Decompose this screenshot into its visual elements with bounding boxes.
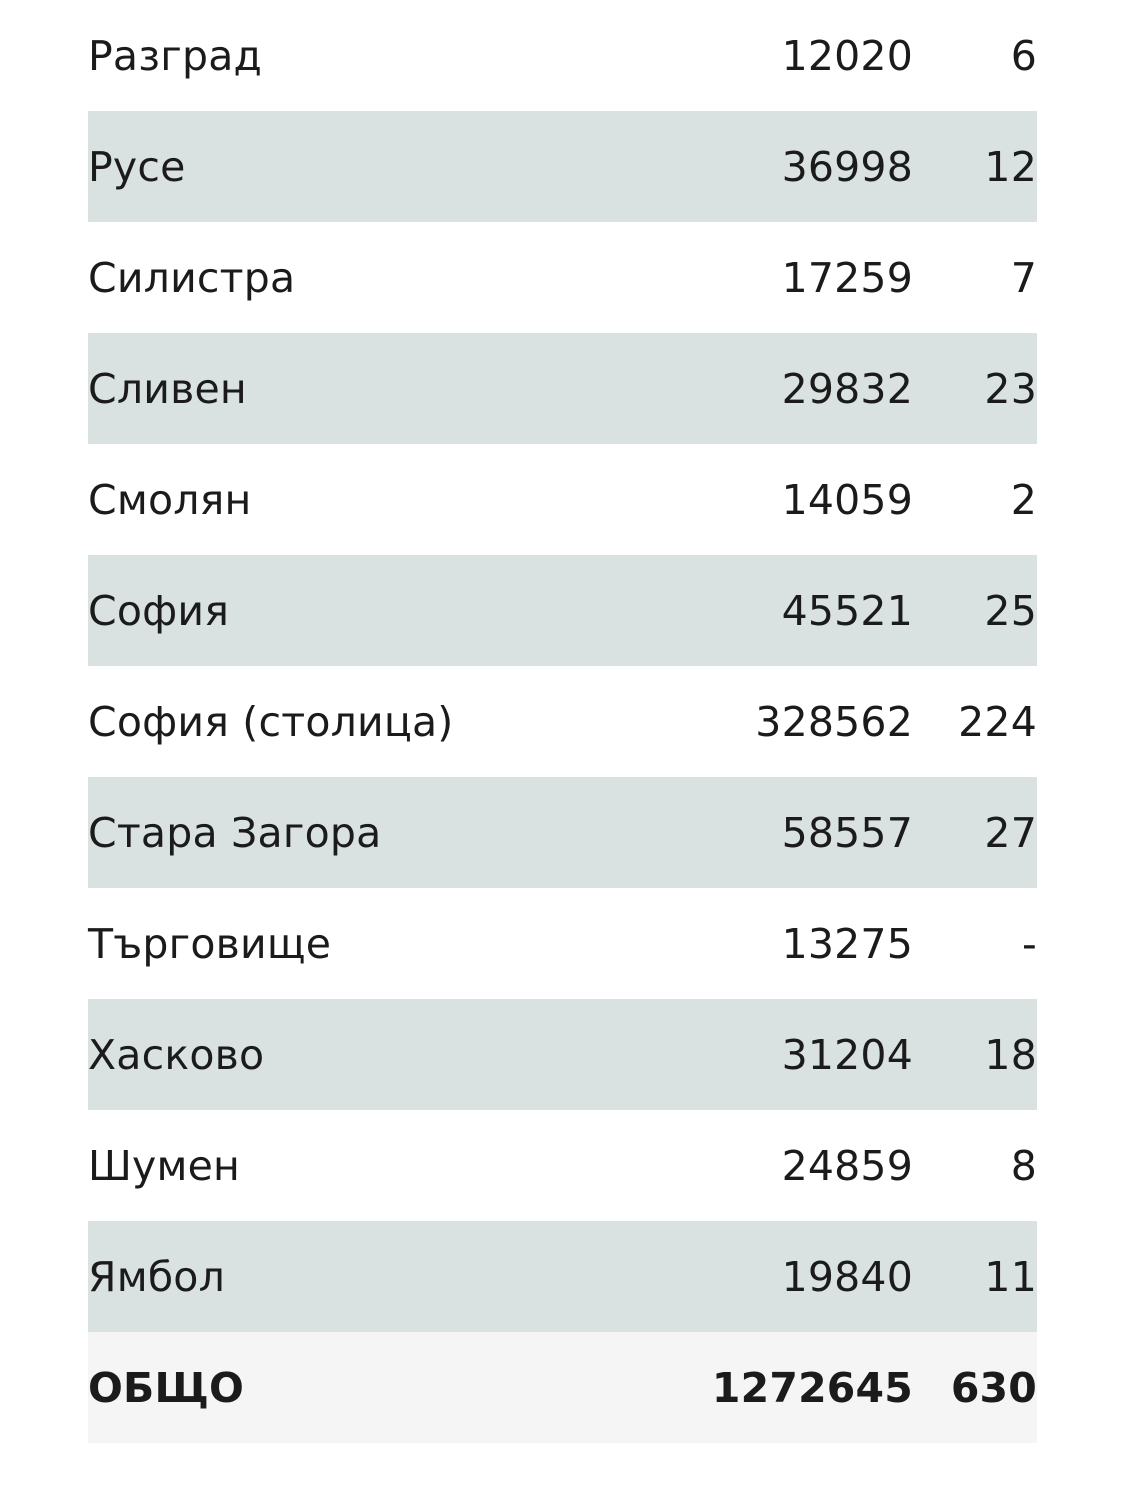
deaths-cell: 18 xyxy=(913,999,1037,1110)
confirmed-cases-cell: 24859 xyxy=(643,1110,913,1221)
region-name-cell: София xyxy=(88,555,643,666)
table-row xyxy=(88,333,1037,444)
table-row xyxy=(88,777,1037,888)
confirmed-cases-cell: 17259 xyxy=(643,222,913,333)
confirmed-cases-cell: 19840 xyxy=(643,1221,913,1332)
region-name-cell: Силистра xyxy=(88,222,643,333)
deaths-cell: - xyxy=(913,888,1037,999)
confirmed-cases-cell: 45521 xyxy=(643,555,913,666)
table-row xyxy=(88,999,1037,1110)
deaths-cell: 7 xyxy=(913,222,1037,333)
region-name-cell: Сливен xyxy=(88,333,643,444)
table-row xyxy=(88,222,1037,333)
confirmed-cases-cell: 31204 xyxy=(643,999,913,1110)
confirmed-cases-cell: 58557 xyxy=(643,777,913,888)
table-total-row xyxy=(88,1332,1037,1443)
table-row xyxy=(88,111,1037,222)
deaths-cell: 25 xyxy=(913,555,1037,666)
deaths-cell: 12 xyxy=(913,111,1037,222)
region-name-cell: Ямбол xyxy=(88,1221,643,1332)
region-name-cell: Смолян xyxy=(88,444,643,555)
region-name-cell: Стара Загора xyxy=(88,777,643,888)
deaths-cell: 8 xyxy=(913,1110,1037,1221)
confirmed-cases-cell: 328562 xyxy=(643,666,913,777)
confirmed-cases-cell: 14059 xyxy=(643,444,913,555)
table-row xyxy=(88,444,1037,555)
regional-statistics-table xyxy=(88,0,1037,1443)
confirmed-cases-cell: 36998 xyxy=(643,111,913,222)
total-confirmed-cases-cell: 1272645 xyxy=(643,1332,913,1443)
table-row xyxy=(88,888,1037,999)
deaths-cell: 27 xyxy=(913,777,1037,888)
table-row xyxy=(88,555,1037,666)
total-deaths-cell: 630 xyxy=(913,1332,1037,1443)
region-name-cell: Шумен xyxy=(88,1110,643,1221)
table-row xyxy=(88,666,1037,777)
confirmed-cases-cell: 13275 xyxy=(643,888,913,999)
region-name-cell: Разград xyxy=(88,0,643,111)
table-body xyxy=(88,0,1037,1443)
total-label-cell: ОБЩО xyxy=(88,1332,643,1443)
deaths-cell: 2 xyxy=(913,444,1037,555)
table-row xyxy=(88,1221,1037,1332)
region-name-cell: Хасково xyxy=(88,999,643,1110)
region-name-cell: Търговище xyxy=(88,888,643,999)
table-row xyxy=(88,1110,1037,1221)
deaths-cell: 224 xyxy=(913,666,1037,777)
deaths-cell: 11 xyxy=(913,1221,1037,1332)
deaths-cell: 23 xyxy=(913,333,1037,444)
deaths-cell: 6 xyxy=(913,0,1037,111)
table-row xyxy=(88,0,1037,111)
region-name-cell: София (столица) xyxy=(88,666,643,777)
region-name-cell: Русе xyxy=(88,111,643,222)
confirmed-cases-cell: 12020 xyxy=(643,0,913,111)
confirmed-cases-cell: 29832 xyxy=(643,333,913,444)
